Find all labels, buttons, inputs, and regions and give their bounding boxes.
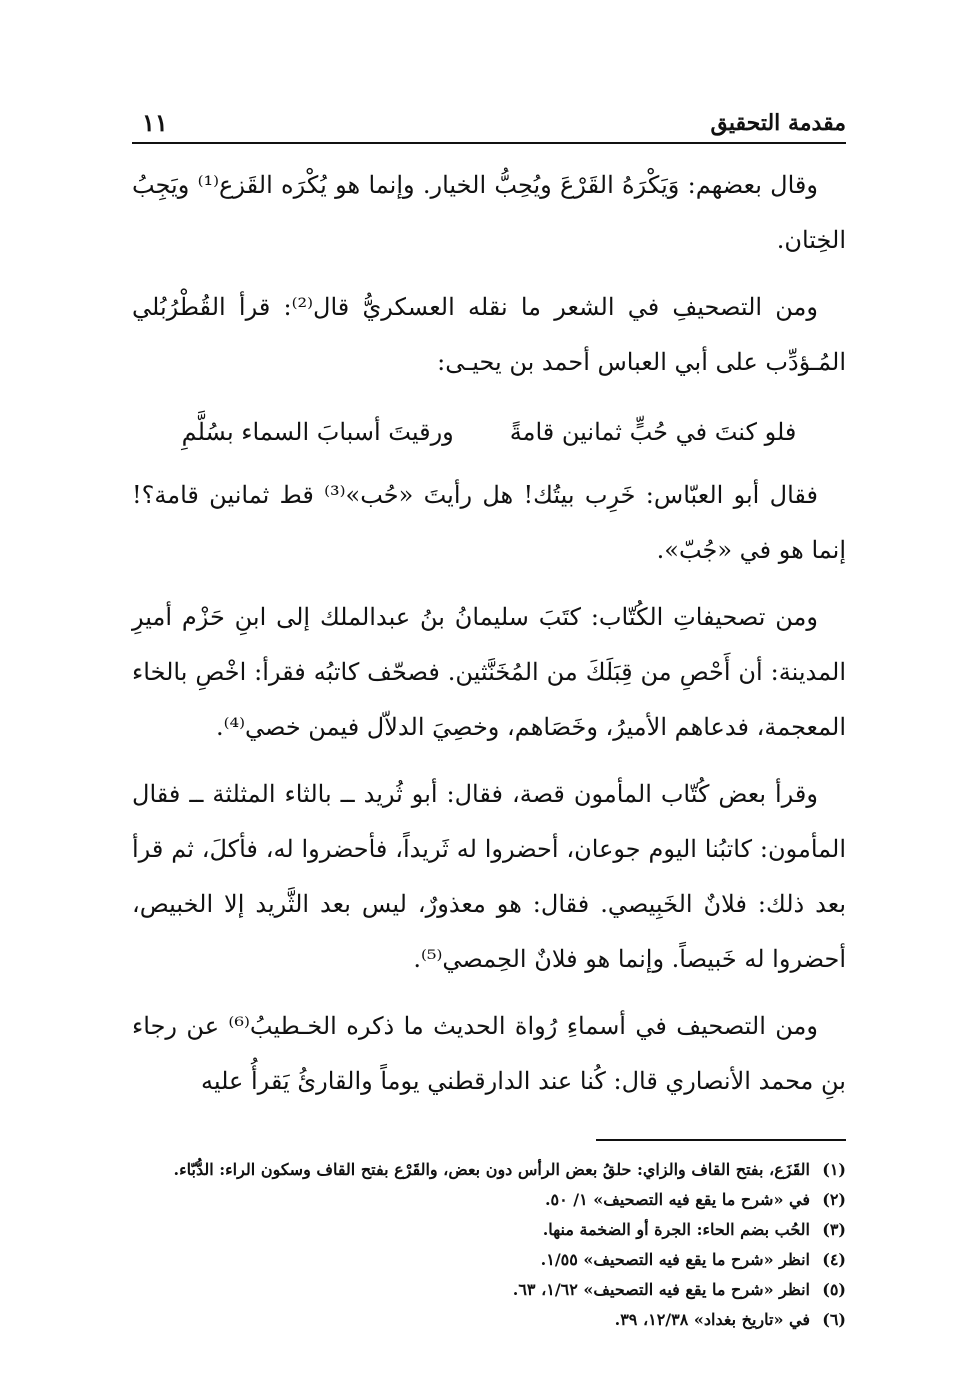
main-text xyxy=(132,158,846,1109)
footnotes xyxy=(132,1155,846,1335)
footnote-number: (٢) xyxy=(822,1190,846,1209)
footnote-text: انظر «شرح ما يقع فيه التصحيف» ١/٥٥. xyxy=(540,1250,810,1269)
book-page xyxy=(132,96,846,1329)
paragraph: ومن التصحيف في أسماءِ رُواة الحديث ما ذكره الخـطيبُ⁽⁶⁾ عن رجاء بنِ محمد الأنصاري قال: كُنا عند الدارقطني يوماً والقارئُ يَقرأُ عليه xyxy=(132,1012,846,1095)
verse-first-hemistich: فلو كنتَ في حُبٍّ ثمانين قامةً xyxy=(509,418,797,446)
footnote-text: انظر «شرح ما يقع فيه التصحيف» ١/٦٢، ٦٣. xyxy=(512,1280,810,1299)
page-number: ١١ xyxy=(142,108,168,137)
footnote-number: (٦) xyxy=(822,1310,846,1329)
footnote-number: (٤) xyxy=(822,1250,846,1269)
footnote-text: في «شرح ما يقع فيه التصحيف» ١/ ٥٠. xyxy=(544,1190,810,1209)
paragraph: وقرأ بعض كُتّاب المأمون قصة، فقال: أبو ثُريد ــ بالثاء المثلثة ــ فقال المأمون: كاتبُنا اليوم جوعان، أحضروا له ثَريداً، فأحضروا له، فأكلَ، ثم قرأ بعد ذلك: فلانٌ الخَبِيصي. فقال: هو معذورٌ، ليس بعد الثَّريد إلا الخبيص، أحضروا له خَبيصاً. وإنما هو فلانٌ الحِمصي⁽⁵⁾. xyxy=(132,780,846,973)
paragraph: ومن التصحيفِ في الشعر ما نقله العسكريُّ قال⁽²⁾: قرأ القُطْرُبُلي المُـؤدِّب على أبي العباس أحمد بن يحيـى: xyxy=(132,293,846,376)
poetry-verse xyxy=(132,402,846,462)
paragraph: فقال أبو العبّاس: خَرِب بيتُك! هل رأيتَ «حُب»⁽³⁾ قط ثمانين قامة؟! إنما هو في «جُبّ». xyxy=(132,481,846,564)
footnote xyxy=(132,1305,846,1335)
footnote xyxy=(132,1275,846,1305)
verse-second-hemistich: ورقيتَ أسبابَ السماء بسُلَّمِ xyxy=(181,418,454,446)
footnote-text: في «تاريخ بغداد» ١٢/٣٨، ٣٩. xyxy=(614,1310,810,1329)
footnote-number: (١) xyxy=(822,1160,846,1179)
footnote-number: (٣) xyxy=(822,1220,846,1239)
footnote xyxy=(132,1155,846,1185)
footnote-text: القَزَع، بفتح القاف والزاي: حلقُ بعض الرأس دون بعض، والقَرْع بفتح القاف وسكون الراء: الدُّبّاء. xyxy=(173,1160,810,1179)
running-title: مقدمة التحقيق xyxy=(710,110,846,136)
footnote-separator xyxy=(596,1139,846,1141)
footnote-text: الحُب بضم الحاء: الجرة أو الضخمة منها. xyxy=(542,1220,810,1239)
page-header xyxy=(132,96,846,144)
paragraph: ومن تصحيفاتِ الكُتّاب: كتَبَ سليمانُ بنُ عبدالملك إلى ابنِ حَزْم أميرِ المدينة: أن أَحْصِ من قِبَلَكَ من المُخَنَّثين. فصحّف كاتبُه فقرأ: اخْصِ بالخاء المعجمة، فدعاهم الأميرُ، وخَصَاهم، وخصِيَ الدلاّل فيمن خصي⁽⁴⁾. xyxy=(132,603,846,741)
footnote xyxy=(132,1215,846,1245)
footnote xyxy=(132,1245,846,1275)
paragraph: وقال بعضهم: وَيَكْرَهُ القَرْعَ ويُحِبُّ الخيار. وإنما هو يُكْرَه القَزع⁽¹⁾ ويَجِبُ الخِتان. xyxy=(132,171,846,254)
footnote-number: (٥) xyxy=(822,1280,846,1299)
footnote xyxy=(132,1185,846,1215)
